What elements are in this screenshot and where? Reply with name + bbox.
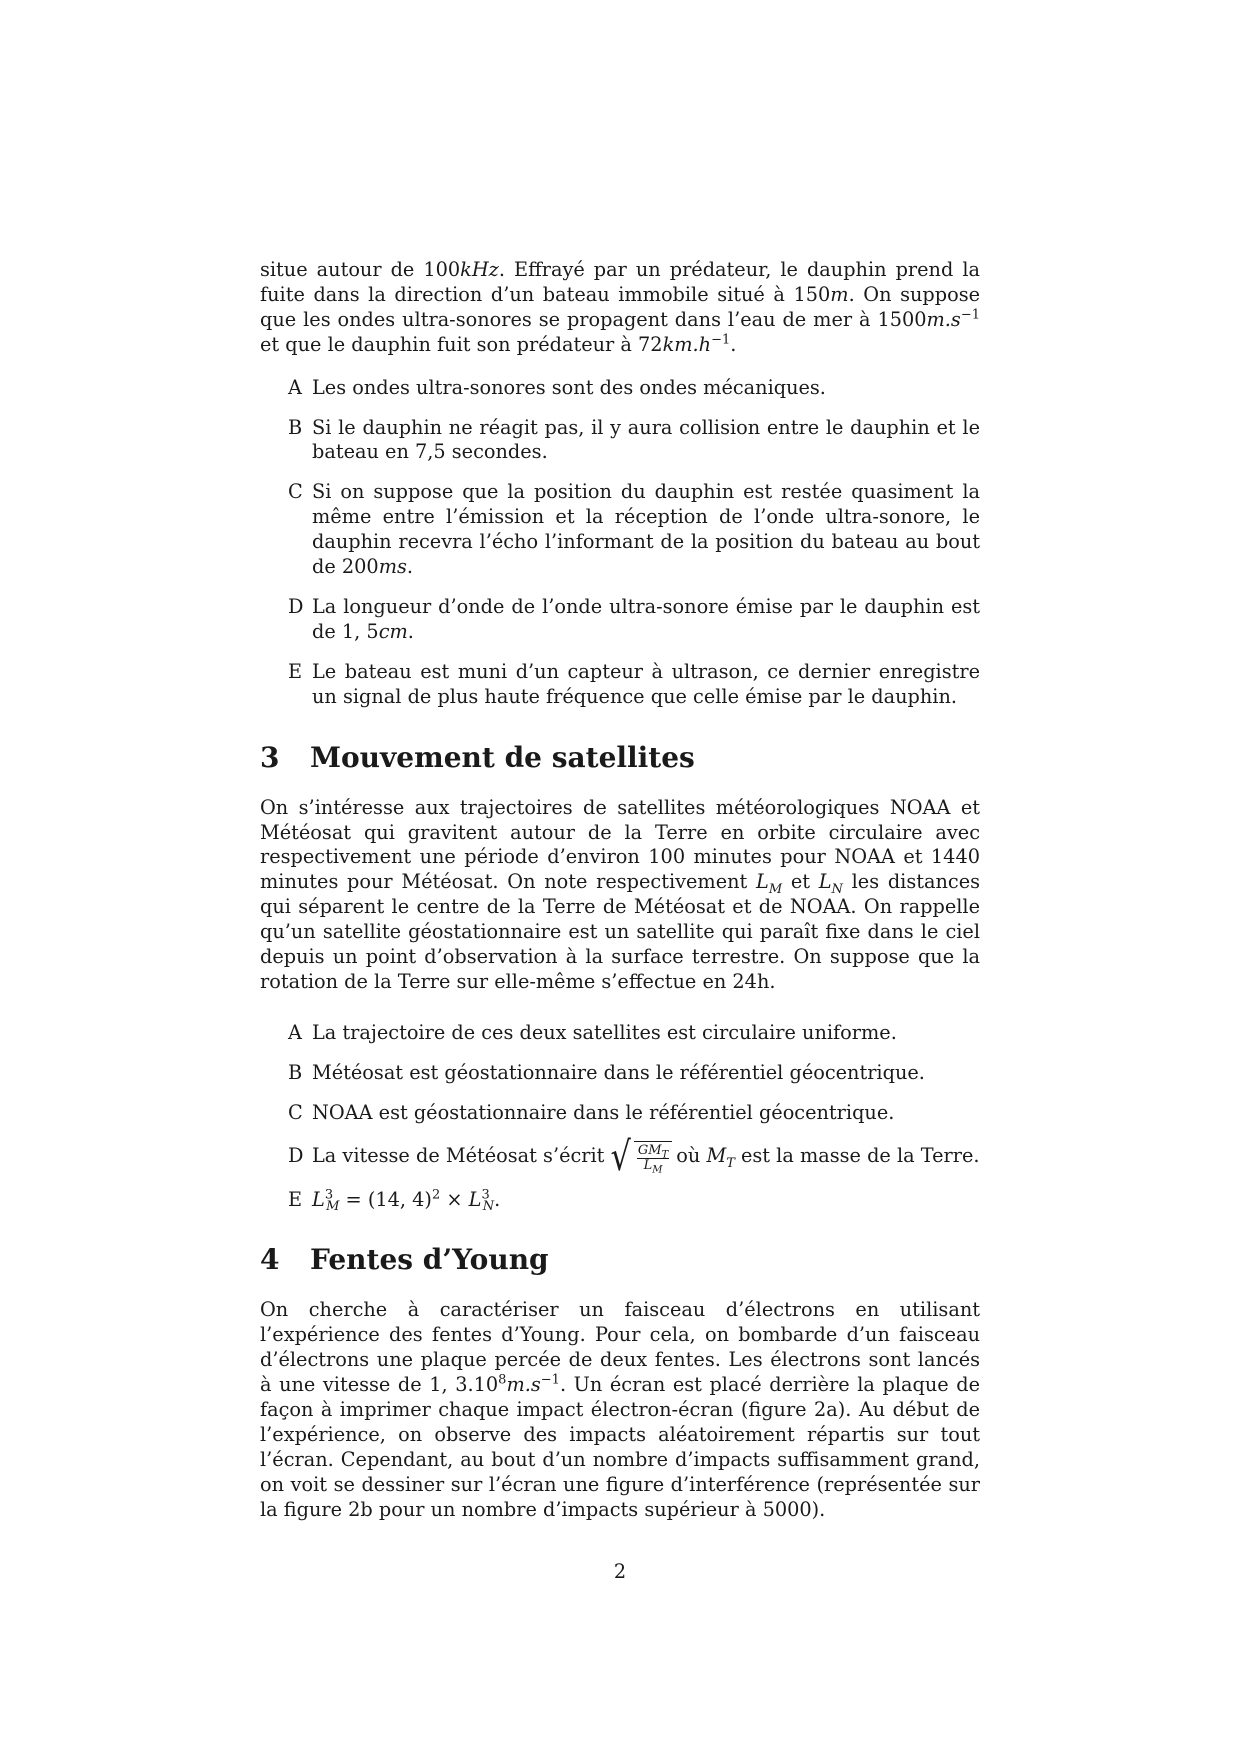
answer-item-C: C NOAA est géostationnaire dans le référentiel géocentrique. bbox=[288, 1100, 895, 1124]
answer-item-A: A La trajectoire de ces deux satellites est circulaire uniforme. bbox=[288, 1020, 897, 1044]
answer-item-D: D La vitesse de Météosat s’écrit √ $GM_T$ $L_M$ où $M_T$ est la masse de la Terre. bbox=[288, 1133, 980, 1180]
answer-item-B: B Si le dauphin ne réagit pas, il y aura collision entre le dauphin et le bateau en 7,5 secondes. bbox=[288, 415, 980, 464]
answer-item-E: E $L^3_M = (14$, $4)^2 \times L^3_N$. bbox=[288, 1187, 501, 1215]
intro-paragraph: situe autour de 100kHz. Effrayé par un prédateur, le dauphin prend la fuite dans la direction d’un bateau immobile situé à 150m. On suppose que les ondes ultra-sonores se propagent dans l’eau de mer à $1500m.s^{-1}$ et que le dauphin fuit son prédateur à $72km.h^{-1}$. bbox=[260, 258, 981, 356]
answer-item-B: B Météosat est géostationnaire dans le référentiel géocentrique. bbox=[288, 1060, 925, 1084]
page-number: 2 bbox=[613, 1560, 627, 1583]
section-4-paragraph: On cherche à caractériser un faisceau d’électrons en utilisant l’expérience des fentes d’Young. Pour cela, on bombarde d’un faisceau d’électrons une plaque percée de deux fentes. Les électrons sont lancés à une vitesse de 1, $3.10^8m.s^{-1}$. Un écran est placé derrière la plaque de façon à imprimer chaque impact électron-écran (figure 2a). Au début de l’expérience, on observe des impacts aléatoirement répartis sur tout l’écran. Cependant, au bout d’un nombre d’impacts suffisamment grand, on voit se dessiner sur l’écran une figure d’interférence (représentée sur la figure 2b pour un nombre d’impacts supérieur à 5000). bbox=[260, 1298, 980, 1521]
page-content bbox=[260, 258, 980, 1523]
sqrt-formula: √ $GM_T$ $L_M$ bbox=[608, 1141, 672, 1173]
answer-item-E: E Le bateau est muni d’un capteur à ultrason, ce dernier enregistre un signal de plus haute fréquence que celle émise par le dauphin. bbox=[288, 659, 980, 708]
answer-item-C: C Si on suppose que la position du dauphin est restée quasiment la même entre l’émission et la réception de l’onde ultra-sonore, le dauphin recevra l’écho l’informant de la position du bateau au bout de 200ms. bbox=[288, 480, 980, 579]
question-list-3 bbox=[260, 1021, 980, 1213]
question-list-2 bbox=[260, 376, 980, 710]
answer-item-D: D La longueur d’onde de l’onde ultra-sonore émise par le dauphin est de 1, 5cm. bbox=[288, 594, 980, 643]
answer-item-A: A Les ondes ultra-sonores sont des ondes mécaniques. bbox=[288, 375, 826, 399]
section-4-heading: 4 Fentes d’Young bbox=[260, 1243, 549, 1277]
section-3-heading: 3 Mouvement de satellites bbox=[260, 740, 695, 774]
section-3-paragraph: On s’intéresse aux trajectoires de satellites météorologiques NOAA et Météosat qui gravitent autour de la Terre en orbite circulaire avec respectivement une période d’environ 100 minutes pour NOAA et 1440 minutes pour Météosat. On note respectivement $L_M$ et $L_N$ les distances qui séparent le centre de la Terre de Météosat et de NOAA. On rappelle qu’un satellite géostationnaire est un satellite qui paraît fixe dans le ciel depuis un point d’observation à la surface terrestre. On suppose que la rotation de la Terre sur elle-même s’effectue en 24h. bbox=[260, 795, 981, 993]
